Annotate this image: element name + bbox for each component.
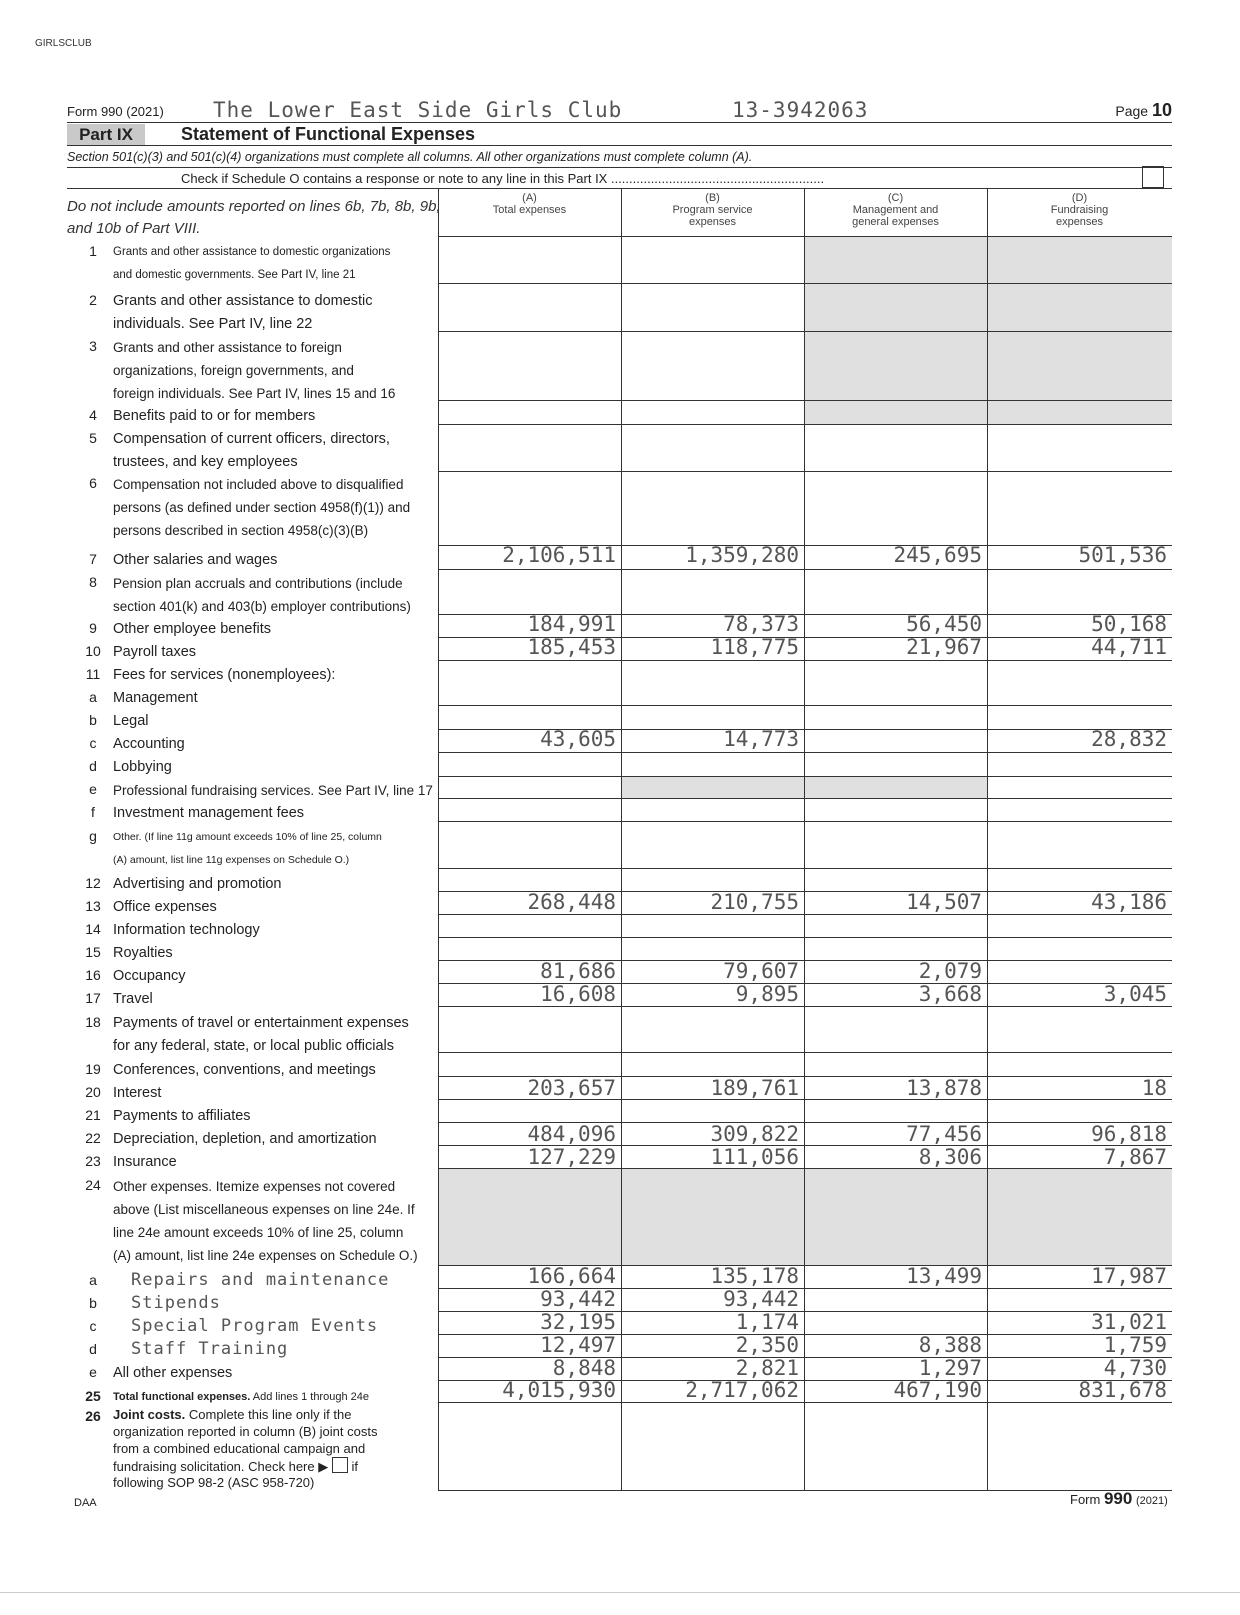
col-d-header: [987, 192, 1172, 228]
line-label: persons described in section 4958(c)(3)(B): [113, 523, 369, 538]
line-label: Management: [113, 690, 198, 706]
value-13d: 43,186: [1091, 890, 1167, 914]
row-divider: [438, 569, 1172, 570]
line-number: 19: [85, 1061, 101, 1077]
value-23c: 8,306: [918, 1145, 982, 1169]
col-c-letter: (C): [887, 192, 904, 204]
line-number: 24: [85, 1177, 101, 1193]
line-label: organization reported in column (B) joint costs: [113, 1424, 378, 1439]
joint-costs-checkbox[interactable]: [332, 1457, 348, 1473]
line-label: Compensation of current officers, directors,: [113, 431, 390, 447]
line-number: 13: [85, 898, 101, 914]
row-divider: [438, 776, 1172, 777]
row-divider: [438, 1006, 1172, 1007]
line-number: d: [89, 758, 97, 774]
value-24e-b: 2,821: [735, 1356, 799, 1380]
value-11c-d: 28,832: [1091, 727, 1167, 751]
value-24a-c: 13,499: [906, 1264, 982, 1288]
value-22d: 96,818: [1091, 1122, 1167, 1146]
footer-form: [1070, 1489, 1168, 1509]
col-d-letter: (D): [1071, 192, 1088, 204]
value-7b: 1,359,280: [685, 543, 799, 567]
line-number: 2: [89, 292, 97, 308]
row-divider: [438, 283, 1172, 284]
footer-form-label: Form: [1070, 1492, 1101, 1507]
line-number: f: [91, 804, 95, 820]
line-label: Repairs and maintenance: [131, 1270, 390, 1290]
line-number: c: [89, 1318, 97, 1334]
value-16c: 2,079: [918, 959, 982, 983]
value-24e-d: 4,730: [1103, 1356, 1167, 1380]
line-label: Interest: [113, 1085, 162, 1101]
value-24d-b: 2,350: [735, 1333, 799, 1357]
value-24a-b: 135,178: [710, 1264, 799, 1288]
line-label: Accounting: [113, 736, 185, 752]
value-17d: 3,045: [1103, 982, 1167, 1006]
col-b-letter: (B): [705, 192, 720, 204]
line-label: Other employee benefits: [113, 621, 271, 637]
line-label: Stipends: [131, 1293, 221, 1313]
line-label: Investment management fees: [113, 805, 305, 821]
value-20a: 203,657: [527, 1076, 616, 1100]
line-label: Other salaries and wages: [113, 552, 278, 568]
instruction-text: Do not include amounts reported on lines 6b, 7b, 8b, 9b, and 10b of Part VIII.: [67, 198, 441, 237]
row-divider: [438, 331, 1172, 332]
value-25d: 831,678: [1078, 1378, 1167, 1402]
value-24a-a: 166,664: [527, 1264, 616, 1288]
value-22c: 77,456: [906, 1122, 982, 1146]
line-number: e: [89, 1364, 97, 1380]
value-20b: 189,761: [710, 1076, 799, 1100]
line-label: trustees, and key employees: [113, 454, 298, 470]
page-label: Page: [1115, 103, 1149, 119]
row-divider: [438, 798, 1172, 799]
line-label: Payments to affiliates: [113, 1108, 251, 1124]
line-label: Information technology: [113, 922, 260, 938]
line-label: Payroll taxes: [113, 644, 197, 660]
line-number: 4: [89, 407, 97, 423]
line-number: 12: [85, 875, 101, 891]
line-label: organizations, foreign governments, and: [113, 363, 354, 378]
value-24d-d: 1,759: [1103, 1333, 1167, 1357]
line-label: foreign individuals. See Part IV, lines 15 and 16: [113, 386, 396, 401]
line-number: 10: [85, 643, 101, 659]
line-label: Conferences, conventions, and meetings: [113, 1062, 376, 1078]
line-label: Compensation not included above to disqualified: [113, 477, 404, 492]
col-c-header: [804, 192, 987, 228]
scan-edge: [0, 1592, 1240, 1593]
footer-year: (2021): [1135, 1495, 1168, 1507]
line-number: 14: [85, 921, 101, 937]
line-label: Royalties: [113, 945, 173, 961]
shade-lines-1-4: [805, 236, 1172, 424]
form-label: Form 990 (2021): [67, 104, 164, 119]
line-label: from a combined educational campaign and: [113, 1441, 366, 1456]
line-number: 18: [85, 1014, 101, 1030]
line-label: and domestic governments. See Part IV, line 21: [113, 269, 356, 281]
line-label: Professional fundraising services. See Part IV, line 17: [113, 783, 433, 798]
line-label: Lobbying: [113, 759, 172, 775]
line-number: 22: [85, 1130, 101, 1146]
value-24a-d: 17,987: [1091, 1264, 1167, 1288]
value-13a: 268,448: [527, 890, 616, 914]
line-number: a: [89, 689, 97, 705]
value-23d: 7,867: [1103, 1145, 1167, 1169]
value-25b: 2,717,062: [685, 1378, 799, 1402]
row-divider: [438, 821, 1172, 822]
col-c-title: Management and general expenses: [852, 204, 939, 228]
line-label: Occupancy: [113, 968, 186, 984]
row-divider: [438, 914, 1172, 915]
col-divider: [1172, 189, 1173, 1491]
row-divider: [438, 424, 1172, 425]
col-divider: [987, 189, 988, 1491]
row-divider: [438, 660, 1172, 661]
line-label: Grants and other assistance to domestic: [113, 293, 373, 309]
line-number: 6: [89, 475, 97, 491]
value-24e-c: 1,297: [918, 1356, 982, 1380]
line-label: (A) amount, list line 11g expenses on Schedule O.): [113, 854, 350, 866]
value-7c: 245,695: [893, 543, 982, 567]
line-number: 11: [85, 666, 101, 682]
value-17c: 3,668: [918, 982, 982, 1006]
org-name: The Lower East Side Girls Club: [213, 98, 623, 122]
line-label: [113, 1457, 358, 1475]
line-label: Staff Training: [131, 1339, 289, 1359]
line-26-note: Complete this line only if the: [188, 1407, 352, 1422]
row-divider: [438, 705, 1172, 706]
value-25c: 467,190: [893, 1378, 982, 1402]
value-20d: 18: [1141, 1076, 1167, 1100]
value-10d: 44,711: [1091, 635, 1167, 659]
line-label: for any federal, state, or local public officials: [113, 1038, 395, 1054]
col-a-title: Total expenses: [492, 204, 567, 216]
line-26-check-text: fundraising solicitation. Check here ▶: [113, 1459, 329, 1474]
row-divider: [438, 400, 1172, 401]
page-id: GIRLSCLUB: [35, 38, 92, 49]
value-24d-a: 12,497: [540, 1333, 616, 1357]
line-number: 1: [89, 243, 97, 259]
line-number: 23: [85, 1153, 101, 1169]
line-number: 16: [85, 967, 101, 983]
line-25-note: Add lines 1 through 24e: [252, 1391, 369, 1403]
schedule-o-check-note: Check if Schedule O contains a response or note to any line in this Part IX ...........................................................: [181, 171, 825, 186]
line-label: Travel: [113, 991, 153, 1007]
line-number: 5: [89, 430, 97, 446]
schedule-o-checkbox[interactable]: [1142, 166, 1164, 188]
row-divider: [438, 236, 1172, 237]
value-9a: 184,991: [527, 612, 616, 636]
line-number: a: [89, 1272, 97, 1288]
value-9d: 50,168: [1091, 612, 1167, 636]
value-17a: 16,608: [540, 982, 616, 1006]
line-label: Legal: [113, 713, 149, 729]
line-label: line 24e amount exceeds 10% of line 25, column: [113, 1225, 404, 1240]
line-25-title: Total functional expenses.: [113, 1391, 251, 1403]
value-13b: 210,755: [710, 890, 799, 914]
line-number: c: [89, 735, 97, 751]
row-divider: [438, 1402, 1172, 1403]
value-9c: 56,450: [906, 612, 982, 636]
line-label: Grants and other assistance to domestic organizations: [113, 246, 391, 258]
col-b-title: Program service expenses: [672, 204, 753, 228]
line-label: above (List miscellaneous expenses on line 24e. If: [113, 1202, 415, 1217]
line-number: 7: [89, 551, 97, 567]
value-24b-a: 93,442: [540, 1287, 616, 1311]
line-number: 21: [85, 1107, 101, 1123]
line-label: Office expenses: [113, 899, 217, 915]
value-23b: 111,056: [710, 1145, 799, 1169]
value-7a: 2,106,511: [502, 543, 616, 567]
value-16b: 79,607: [723, 959, 799, 983]
line-label: Grants and other assistance to foreign: [113, 340, 342, 355]
part-label: Part IX: [67, 124, 145, 145]
value-10b: 118,775: [710, 635, 799, 659]
page-number: [1115, 100, 1172, 121]
line-number: 17: [85, 990, 101, 1006]
ein: 13-3942063: [732, 98, 869, 122]
line-label: persons (as defined under section 4958(f)(1)) and: [113, 500, 411, 515]
value-22a: 484,096: [527, 1122, 616, 1146]
col-a-letter: (A): [522, 192, 537, 204]
line-label: Benefits paid to or for members: [113, 408, 316, 424]
value-9b: 78,373: [723, 612, 799, 636]
line-number: 20: [85, 1084, 101, 1100]
value-11c-b: 14,773: [723, 727, 799, 751]
value-17b: 9,895: [735, 982, 799, 1006]
line-label: [113, 1406, 351, 1423]
line-label: All other expenses: [113, 1365, 233, 1381]
value-11c-a: 43,605: [540, 727, 616, 751]
line-label: Other. (If line 11g amount exceeds 10% of line 25, column: [113, 831, 382, 843]
line-number: e: [89, 781, 97, 797]
value-22b: 309,822: [710, 1122, 799, 1146]
line-number: d: [89, 1341, 97, 1357]
line-number: b: [89, 712, 97, 728]
line-number: b: [89, 1295, 97, 1311]
line-label: following SOP 98-2 (ASC 958-720): [113, 1475, 315, 1490]
row-divider: [438, 471, 1172, 472]
part-title: Statement of Functional Expenses: [181, 124, 476, 144]
part-header: [67, 124, 1172, 146]
header-divider: [67, 188, 1172, 189]
value-10a: 185,453: [527, 635, 616, 659]
line-label: Special Program Events: [131, 1316, 379, 1336]
value-24c-d: 31,021: [1091, 1310, 1167, 1334]
value-20c: 13,878: [906, 1076, 982, 1100]
shade-line-24: [439, 1168, 1172, 1265]
line-label: Advertising and promotion: [113, 876, 282, 892]
value-23a: 127,229: [527, 1145, 616, 1169]
col-b-header: [621, 192, 804, 228]
value-10c: 21,967: [906, 635, 982, 659]
line-26-title: Joint costs.: [113, 1407, 186, 1422]
col-divider: [804, 189, 805, 1491]
line-number: 26: [85, 1408, 101, 1424]
line-label: Fees for services (nonemployees):: [113, 667, 336, 683]
value-7d: 501,536: [1078, 543, 1167, 567]
line-number: 8: [89, 574, 97, 590]
value-24e-a: 8,848: [552, 1356, 616, 1380]
line-label: Other expenses. Itemize expenses not covered: [113, 1179, 396, 1194]
value-24c-a: 32,195: [540, 1310, 616, 1334]
line-26-if: if: [351, 1459, 358, 1474]
value-24c-b: 1,174: [735, 1310, 799, 1334]
form-header: [67, 100, 1172, 123]
value-25a: 4,015,930: [502, 1378, 616, 1402]
row-divider: [438, 752, 1172, 753]
col-a-header: [438, 192, 621, 216]
value-16a: 81,686: [540, 959, 616, 983]
row-divider: [438, 937, 1172, 938]
col-d-title: Fundraising expenses: [1050, 204, 1109, 228]
row-divider: [438, 1052, 1172, 1053]
value-24d-c: 8,388: [918, 1333, 982, 1357]
value-24b-b: 93,442: [723, 1287, 799, 1311]
row-divider: [438, 868, 1172, 869]
line-number: g: [89, 828, 97, 844]
line-label: Pension plan accruals and contributions (include: [113, 576, 403, 591]
line-label: section 401(k) and 403(b) employer contributions): [113, 599, 411, 614]
line-number: 3: [89, 338, 97, 354]
row-divider: [438, 1490, 1172, 1491]
line-number: 25: [85, 1388, 101, 1404]
footer-daa: DAA: [74, 1497, 97, 1509]
page-num: 10: [1151, 100, 1172, 120]
line-number: 9: [89, 620, 97, 636]
value-13c: 14,507: [906, 890, 982, 914]
line-label: Insurance: [113, 1154, 177, 1170]
line-label: Payments of travel or entertainment expenses: [113, 1015, 409, 1031]
line-label: Depreciation, depletion, and amortization: [113, 1131, 377, 1147]
line-number: 15: [85, 944, 101, 960]
line-label: individuals. See Part IV, line 22: [113, 316, 313, 332]
footer-form-number: 990: [1103, 1489, 1133, 1508]
line-label: (A) amount, list line 24e expenses on Schedule O.): [113, 1248, 418, 1263]
section-note: Section 501(c)(3) and 501(c)(4) organizations must complete all columns. All other organizations must complete column (A).: [67, 150, 1172, 168]
